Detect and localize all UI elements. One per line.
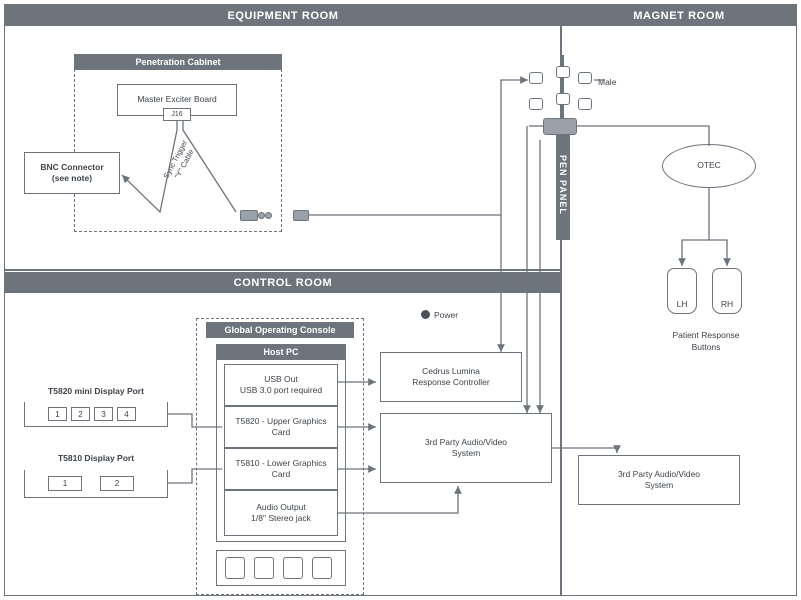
bnc-connector-line1: BNC Connector — [40, 161, 104, 172]
cable-connector-left-tip — [258, 212, 265, 219]
pen-panel-socket-center-top — [556, 66, 570, 78]
bnc-connector — [24, 152, 120, 194]
cedrus-lumina-response-controller — [380, 352, 522, 402]
audio-output-line1: Audio Output — [256, 501, 306, 512]
control-av-line1: 3rd Party Audio/Video — [424, 436, 508, 447]
t5820-port-4[interactable]: 4 — [117, 407, 136, 421]
penetration-cabinet-label: Penetration Cabinet — [74, 54, 282, 70]
rear-port-2[interactable] — [254, 557, 274, 579]
t5810-display-port-label: T5810 Display Port — [24, 448, 168, 470]
upper-graphics-card-slot — [224, 406, 338, 448]
audio-output-line2: 1/8" Stereo jack — [251, 513, 311, 523]
usb-out-line2: USB 3.0 port required — [239, 385, 323, 395]
patient-response-button-lh[interactable]: LH — [667, 268, 697, 314]
global-operating-console-label: Global Operating Console — [206, 322, 354, 338]
t5810-port-2[interactable]: 2 — [100, 476, 134, 491]
magnet-third-party-av — [578, 455, 740, 505]
bnc-connector-line2: (see note) — [51, 173, 93, 183]
magnet-av-line2: System — [644, 480, 674, 490]
magnet-room-header: MAGNET ROOM — [562, 5, 796, 26]
lower-graphics-line2: Card — [271, 469, 291, 479]
t5820-port-2[interactable]: 2 — [71, 407, 90, 421]
patient-response-line2: Buttons — [691, 342, 721, 352]
rear-port-3[interactable] — [283, 557, 303, 579]
sync-trigger-label: Sync Trigger "Y" Cable — [161, 138, 196, 181]
power-indicator-dot — [421, 310, 430, 319]
usb-out-slot — [224, 364, 338, 406]
power-label: Power — [434, 310, 459, 320]
lower-graphics-card-slot — [224, 448, 338, 490]
pen-panel: PEN PANEL — [556, 130, 570, 240]
upper-graphics-line2: Card — [271, 427, 291, 437]
t5820-display-port-label: T5820 mini Display Port — [24, 381, 168, 402]
master-exciter-board: Master Exciter Board — [117, 84, 237, 116]
cedrus-line2: Response Controller — [412, 377, 490, 387]
otec-device: OTEC — [662, 144, 756, 188]
cable-connector-left-tip2 — [265, 212, 272, 219]
pen-panel-socket-left-bottom — [529, 98, 543, 110]
magnet-av-line1: 3rd Party Audio/Video — [617, 468, 701, 479]
room-divider-horizontal — [5, 269, 561, 271]
t5820-port-3[interactable]: 3 — [94, 407, 113, 421]
cedrus-line1: Cedrus Lumina — [422, 365, 480, 376]
t5820-port-1[interactable]: 1 — [48, 407, 67, 421]
pen-panel-socket-right-top — [578, 72, 592, 84]
patient-response-line1: Patient Response — [672, 330, 740, 340]
audio-output-slot — [224, 490, 338, 536]
pen-panel-socket-center-bottom — [556, 93, 570, 105]
equipment-room-header: EQUIPMENT ROOM — [5, 5, 561, 26]
patient-response-button-rh[interactable]: RH — [712, 268, 742, 314]
j16-port: J16 — [163, 108, 191, 121]
cable-connector-left — [240, 210, 258, 221]
host-pc-label: Host PC — [216, 344, 346, 360]
rear-port-1[interactable] — [225, 557, 245, 579]
usb-out-line1: USB Out — [264, 373, 298, 384]
t5810-port-1[interactable]: 1 — [48, 476, 82, 491]
lower-graphics-line1: T5810 - Lower Graphics — [235, 457, 327, 468]
pen-panel-socket-left-top — [529, 72, 543, 84]
male-label: Male — [598, 77, 617, 87]
cable-connector-right — [293, 210, 309, 221]
otec-cable-connector — [543, 118, 577, 135]
control-av-line2: System — [451, 448, 481, 458]
pen-panel-socket-right-bottom — [578, 98, 592, 110]
upper-graphics-line1: T5820 - Upper Graphics — [235, 415, 327, 426]
rear-port-4[interactable] — [312, 557, 332, 579]
control-room-header: CONTROL ROOM — [5, 272, 561, 293]
control-third-party-av — [380, 413, 552, 483]
